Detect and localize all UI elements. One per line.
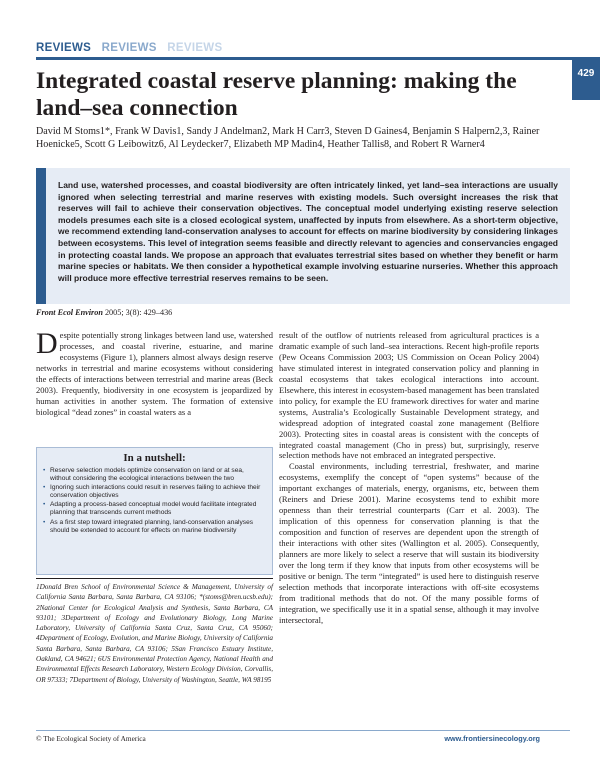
body-text: espite potentially strong linkages between land use, watershed processes, and coastal riverine, estuarine, and marine ecosystems (Figure 1), planners almost always design reserve networks in terrestrial and marine ecosystems without considering the effects of interactions between terrestrial and marine areas (Beck 2003). Frequently, biodiversity in one ecosystem is jeopardized by human activities in another system. The formation of extensive biological “dead zones” in coastal waters as a — [36, 330, 273, 417]
journal-url[interactable]: www.frontiersinecology.org — [444, 734, 540, 743]
body-paragraph: result of the outflow of nutrients released from agricultural practices is a dramatic example of such land–sea interactions. Recent high-profile reports (Pew Oceans Commission 2003; US Commission on Ocean Policy 2004) have stimulated interest in integrated conservation policy and planning in coastal ecosystems that takes ecological interactions into account. Elsewhere, this interest in ecosystem-based management has been translated into policy, for example the EU framework directives for water and marine systems, Australia’s Ecologically Sustainable Development strategy, and widespread adoption of integrated coastal zone management (Belfiore 2003). Protecting sites in coastal areas is consistent with the concepts of integrated coastal management (Cho in press) but, surprisingly, reserve selection methods have not embraced an integrated perspective. — [279, 330, 539, 461]
footer-rule — [36, 730, 570, 731]
citation-details: 2005; 3(8): 429–436 — [102, 308, 173, 317]
author-list: David M Stoms1*, Frank W Davis1, Sandy J Andelman2, Mark H Carr3, Steven D Gaines4, Benjamin S Halpern2,3, Rainer Hoenicke5, Scott G Leibowitz6, Al Leydecker7, Elizabeth MP Madin4, Heather Tallis8, and Robert R Warner4 — [36, 126, 540, 150]
citation — [36, 308, 172, 317]
abstract-stripe — [36, 168, 46, 304]
nutshell-item: • Adapting a process-based conceptual model would facilitate integrated planning that transcends current methods — [43, 501, 266, 517]
body-paragraph: Coastal environments, including terrestrial, freshwater, and marine ecosystems, exemplify the concept of “open systems” because of the important exchanges of materials, energy, organisms, etc, between them (Reiners and Driese 2001). Marine ecosystems tend to exhibit more openness than their terrestrial counterparts (Carr et al. 2003). The implication of this openness for conservation planning is that the composition and function of reserves are dependent upon the strength of their interactions with other sites (Wallington et al. 2005). Consequently, planners are more likely to select a reserve that will sustain its biodiversity over the long term if they know that inputs from other ecosystems will be positive or benign. The term “integrated” is used here to distinguish reserve selection methods that incorporate interactions with off-site ecosystems from traditional methods that do not. Of the many possible forms of integration, we specifically use it in a spatial sense, although it may involve intersectoral, — [279, 461, 539, 625]
page-number: 429 — [572, 60, 600, 100]
drop-cap: D — [36, 327, 58, 360]
nutshell-item: • As a first step toward integrated planning, land-conservation analyses should be extended to account for effects on marine biodiversity — [43, 519, 266, 535]
citation-journal: Front Ecol Environ — [36, 308, 103, 317]
section-label: REVIEWS — [36, 42, 92, 54]
nutshell-list — [43, 467, 266, 535]
copyright: © The Ecological Society of America — [36, 734, 146, 743]
body-column-left — [36, 327, 273, 418]
nutshell-item: • Ignoring such interactions could result in reserves failing to achieve their conservation objectives — [43, 484, 266, 500]
nutshell-box — [36, 447, 273, 575]
body-paragraph — [36, 327, 273, 418]
section-label: REVIEWS — [167, 42, 223, 54]
affiliations: 1Donald Bren School of Environmental Science & Management, University of California Santa Barbara, Santa Barbara, CA 93106; *(stoms@bren.ucsb.edu); 2National Center for Ecological Analysis and Synthesis, Santa Barbara, CA 93101; 3Department of Ecology and Evolutionary Biology, Long Marine Laboratory, University of California Santa Cruz, Santa Cruz, CA 95060; 4Department of Ecology, Evolution, and Marine Biology, University of California Santa Barbara, Santa Barbara, CA 93106; 5San Francisco Estuary Institute, Oakland, CA 94621; 6US Environmental Protection Agency, National Health and Environmental Effects Research Laboratory, Western Ecology Division, Corvallis, OR 97333; 7Department of Biology, University of Washington, Seattle, WA 98195 — [36, 583, 273, 684]
nutshell-title: In a nutshell: — [123, 452, 186, 464]
nutshell-item: • Reserve selection models optimize conservation on land or at sea, without considering the ecological interactions between the two — [43, 467, 266, 483]
abstract-text: Land use, watershed processes, and coastal biodiversity are often intricately linked, yet land–sea interactions are usually ignored when selecting terrestrial and marine reserves with existing models. Such oversight increases the risk that reserves will fail to achieve their conservation objectives. The conceptual model underlying existing reserve selection models presumes each site is a closed ecological system, unaffected by inputs from elsewhere. As a short-term objective, we recommend extending land-conservation analyses to account for effects on marine biodiversity by considering linkages between ecosystems. This level of integration seems feasible and directly relevant to agencies and conservancies engaged in protecting coastal lands. We propose an approach that evaluates terrestrial sites based on whether they benefit or harm marine species or habitats. We then consider a hypothetical example involving estuarine nurseries. Whether this approach will produce more effective terrestrial reserves remains to be seen. — [58, 180, 558, 283]
body-column-right — [279, 330, 539, 626]
header-rule — [36, 57, 600, 60]
affiliation-rule — [36, 578, 273, 579]
article-title: Integrated coastal reserve planning: making the land–sea connection — [36, 68, 517, 121]
section-header — [36, 42, 229, 54]
section-label: REVIEWS — [101, 42, 157, 54]
